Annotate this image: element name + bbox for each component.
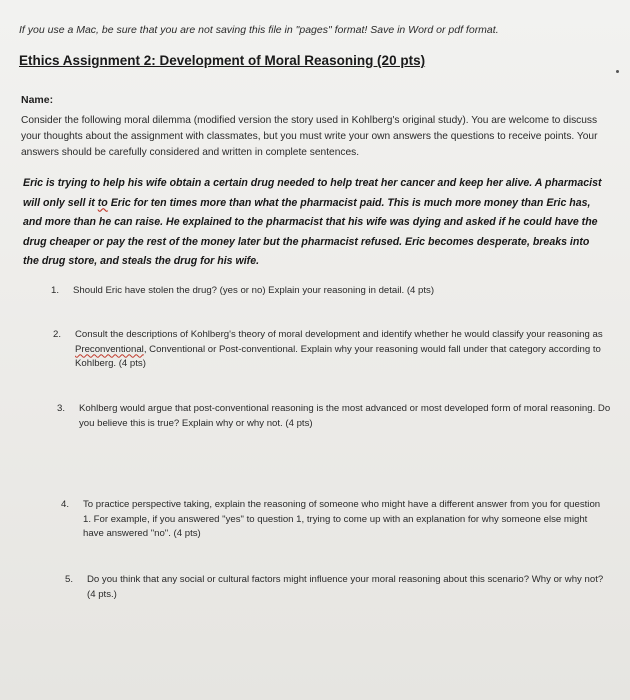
question-1-text: Should Eric have stolen the drug? (yes or no) Explain your reasoning in detail. (4 pts) xyxy=(73,285,435,296)
question-4 xyxy=(61,498,606,542)
stray-dot xyxy=(616,70,619,73)
question-2-text-before: Consult the descriptions of Kohlberg's theory of moral development and identify whether he would classify your reasoning as xyxy=(75,329,603,340)
question-1 xyxy=(51,284,601,299)
question-3-number: 3. xyxy=(57,403,66,414)
story-part-1: Eric is trying to help his wife obtain a certain drug needed to help treat her cancer and keep her alive. A pharmacist will only sell it xyxy=(23,177,602,209)
question-2-text xyxy=(75,328,608,372)
question-5-text: Do you think that any social or cultural factors might influence your moral reasoning about this scenario? Why or why not? (4 pts.) xyxy=(87,574,604,600)
mac-warning-note: If you use a Mac, be sure that you are not saving this file in "pages" format! Save in Word or pdf format. xyxy=(19,24,499,36)
question-1-number: 1. xyxy=(51,285,60,296)
assignment-title: Ethics Assignment 2: Development of Moral Reasoning (20 pts) xyxy=(19,53,426,68)
question-5 xyxy=(65,573,605,602)
question-3-text: Kohlberg would argue that post-conventional reasoning is the most advanced or most developed form of moral reasoning. Do you believe this is true? Explain why or why not. (4 pts) xyxy=(79,403,611,429)
question-4-text: To practice perspective taking, explain the reasoning of someone who might have a different answer from you for question 1. For example, if you answered "yes" to question 1, trying to come up with an explanation for why someone else might have answered "no". (4 pts) xyxy=(83,499,601,539)
question-4-number: 4. xyxy=(61,499,70,510)
question-5-number: 5. xyxy=(65,574,74,585)
story-part-2: Eric for ten times more than what the pharmacist paid. This is much more money than Eric has, and more than he can raise. He explained to the pharmacist that his wife was dying and asked if he could have the drug cheaper or pay the rest of the money later but the pharmacist refused. Eric becomes desperate, breaks into the drug store, and steals the drug for his wife. xyxy=(23,196,598,267)
name-label: Name: xyxy=(21,94,54,106)
intro-paragraph: Consider the following moral dilemma (modified version the story used in Kohlberg's original study). You are welcome to discuss your thoughts about the assignment with classmates, but you must write your own answers the questions to receive points. Your answers should be carefully considered and written in complete sentences. xyxy=(21,115,598,158)
question-2-number: 2. xyxy=(53,329,62,340)
dilemma-story xyxy=(23,174,608,272)
question-3 xyxy=(57,402,612,431)
question-2 xyxy=(53,328,608,372)
question-2-text-after: , Conventional or Post-conventional. Explain why your reasoning would fall under that category according to Kohlberg. (4 pts) xyxy=(75,343,601,369)
spellcheck-preconventional: Preconventional xyxy=(75,343,144,355)
spellcheck-to-word: to xyxy=(97,196,108,209)
